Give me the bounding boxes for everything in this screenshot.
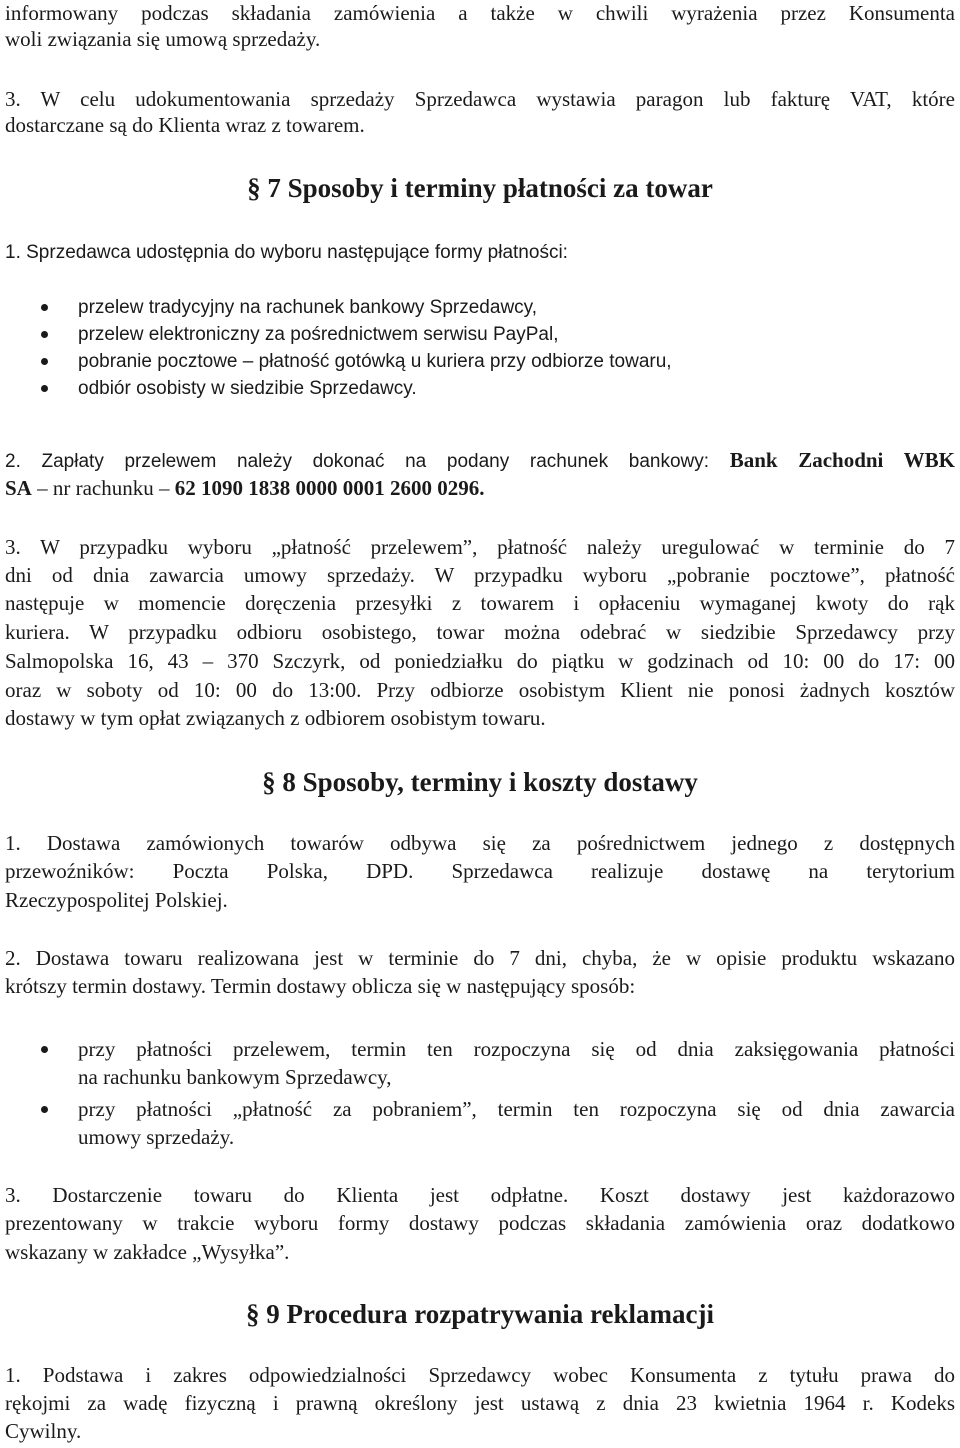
bank-name: Bank Zachodni WBK	[729, 448, 955, 472]
s8-bullet-2-line-1: przy płatności „płatność za pobraniem”, termin ten rozpoczyna się od dnia zawarcia	[78, 1097, 955, 1121]
s8-bullet-1-line-1: przy płatności przelewem, termin ten rozpoczyna się od dnia zaksięgowania płatności	[78, 1037, 955, 1061]
s8-p1-line-2: przewoźników: Poczta Polska, DPD. Sprzedawca realizuje dostawę na terytorium	[5, 859, 955, 883]
s7-p3-line-5: Salmopolska 16, 43 – 370 Szczyrk, od poniedziałku do piątku w godzinach od 10: 00 do 17: 00	[5, 649, 955, 673]
s8-p3-line-3: wskazany w zakładce „Wysyłka”.	[5, 1240, 290, 1264]
s8-bullet-1-line-2: na rachunku bankowym Sprzedawcy,	[78, 1065, 392, 1089]
s7-p3-line-7: dostawy w tym opłat związanych z odbiorem osobistym towaru.	[5, 706, 546, 730]
s7-p3-line-6: oraz w soboty od 10: 00 do 13:00. Przy odbiorze osobistym Klient nie ponosi żadnych kosztów	[5, 678, 955, 702]
s8-p2-line-2: krótszy termin dostawy. Termin dostawy oblicza się w następujący sposób:	[5, 974, 636, 998]
bullet-icon	[41, 385, 48, 392]
s8-p2-line-1: 2. Dostawa towaru realizowana jest w terminie do 7 dni, chyba, że w opisie produktu wskazano	[5, 946, 955, 970]
s8-p1-line-1: 1. Dostawa zamówionych towarów odbywa się za pośrednictwem jednego z dostępnych	[5, 831, 955, 855]
bullet-icon	[41, 358, 48, 365]
s6-p3-line-1: 3. W celu udokumentowania sprzedaży Sprzedawca wystawia paragon lub fakturę VAT, które	[5, 87, 955, 111]
bullet-icon	[41, 331, 48, 338]
s8-bullet-2-line-2: umowy sprzedaży.	[78, 1125, 235, 1149]
s7-p1: 1. Sprzedawca udostępnia do wyboru następujące formy płatności:	[5, 242, 568, 263]
s7-p2-line-2	[5, 475, 485, 501]
s7-p3-line-1: 3. W przypadku wyboru „płatność przelewem”, płatność należy uregulować w terminie do 7	[5, 535, 955, 559]
s7-bullet-2: przelew elektroniczny za pośrednictwem serwisu PayPal,	[78, 324, 559, 345]
account-label: – nr rachunku –	[31, 476, 175, 500]
s7-p3-line-4: kuriera. W przypadku odbioru osobistego, towar można odebrać w siedzibie Sprzedawcy przy	[5, 620, 955, 644]
bullet-icon	[41, 304, 48, 311]
account-number: 62 1090 1838 0000 0001 2600 0296.	[174, 476, 485, 500]
s7-bullet-4: odbiór osobisty w siedzibie Sprzedawcy.	[78, 378, 417, 399]
s7-p2-line-1	[5, 447, 955, 475]
s7-p2-text: 2. Zapłaty przelewem należy dokonać na podany rachunek bankowy:	[5, 451, 730, 472]
s8-p1-line-3: Rzeczypospolitej Polskiej.	[5, 888, 228, 912]
s7-bullet-1: przelew tradycyjny na rachunek bankowy Sprzedawcy,	[78, 297, 538, 318]
intro-line-2: woli związania się umową sprzedaży.	[5, 27, 321, 51]
section-7-heading: § 7 Sposoby i terminy płatności za towar	[247, 173, 713, 203]
s9-p1-line-1: 1. Podstawa i zakres odpowiedzialności Sprzedawcy wobec Konsumenta z tytułu prawa do	[5, 1363, 955, 1387]
section-8-heading: § 8 Sposoby, terminy i koszty dostawy	[262, 767, 698, 797]
s6-p3-line-2: dostarczane są do Klienta wraz z towarem.	[5, 113, 365, 137]
s9-p1-line-3: Cywilny.	[5, 1419, 82, 1443]
s7-p3-line-3: następuje w momencie doręczenia przesyłki z towarem i opłaceniu wymaganej kwoty do rąk	[5, 591, 955, 615]
bank-suffix: SA	[5, 476, 32, 500]
bullet-icon	[41, 1046, 48, 1053]
section-9-heading: § 9 Procedura rozpatrywania reklamacji	[246, 1299, 714, 1329]
s7-bullet-3: pobranie pocztowe – płatność gotówką u kuriera przy odbiorze towaru,	[78, 351, 672, 372]
bullet-icon	[41, 1106, 48, 1113]
s7-p3-line-2: dni od dnia zawarcia umowy sprzedaży. W przypadku wyboru „pobranie pocztowe”, płatność	[5, 563, 955, 587]
s8-p3-line-2: prezentowany w trakcie wyboru formy dostawy podczas składania zamówienia oraz dodatkowo	[5, 1211, 955, 1235]
s9-p1-line-2: rękojmi za wadę fizyczną i prawną określony jest ustawą z dnia 23 kwietnia 1964 r. Kodeks	[5, 1391, 955, 1415]
s8-p3-line-1: 3. Dostarczenie towaru do Klienta jest odpłatne. Koszt dostawy jest każdorazowo	[5, 1183, 955, 1207]
intro-line-1: informowany podczas składania zamówienia a także w chwili wyrażenia przez Konsumenta	[5, 1, 955, 25]
